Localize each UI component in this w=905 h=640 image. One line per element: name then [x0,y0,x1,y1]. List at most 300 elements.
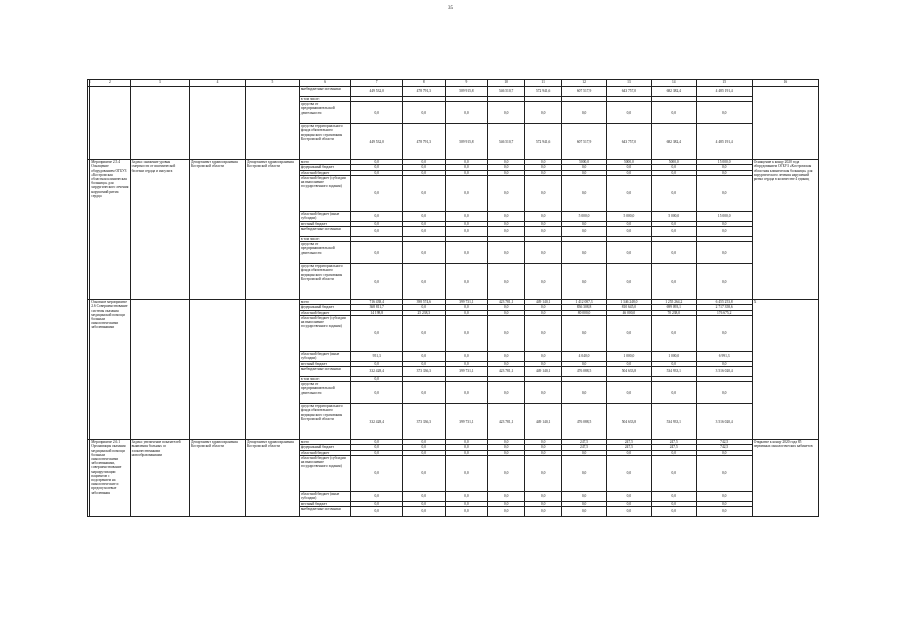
funding-source-cell: внебюджетные источники [299,87,351,97]
value-cell: 478 791,3 [402,87,445,97]
value-cell: 0,0 [651,102,696,124]
value-cell: 1 346 248,0 [606,300,651,305]
funding-source-cell: областной бюджет [299,310,351,315]
measure-name-cell [90,87,130,160]
value-cell: 0,0 [445,450,488,455]
value-cell: 0,0 [562,491,607,501]
task-cell [130,87,189,160]
customer-cell: Департамент здравоохранения Костромской области [190,440,246,517]
value-cell: 0,0 [696,227,752,237]
value-cell: 0,0 [525,361,562,366]
value-cell: 478 791,3 [402,124,445,160]
value-cell: 449 532,0 [351,87,403,97]
value-cell: 0,0 [606,315,651,351]
header-cell: 16 [752,80,818,87]
value-cell: 0,0 [696,507,752,517]
value-cell: 0,0 [402,450,445,455]
value-cell: 0,0 [402,102,445,124]
value-cell: 0,0 [525,450,562,455]
value-cell: 0,0 [351,264,403,300]
value-cell: 0,0 [402,361,445,366]
value-cell: 0,0 [696,165,752,170]
value-cell: 0,0 [651,264,696,300]
value-cell: 534 933,1 [651,404,696,440]
task-cell: Задача: увеличение показателей выявления больных со злокачественными новообразованиями [130,440,189,517]
value-cell: 0,0 [525,351,562,361]
value-cell: 0,0 [651,170,696,175]
value-cell: 0,0 [402,455,445,491]
value-cell: 0,0 [488,310,525,315]
funding-source-cell: местный бюджет [299,221,351,226]
value-cell: 0,0 [651,242,696,264]
value-cell: 0,0 [696,242,752,264]
value-cell: 368 811,7 [351,305,403,310]
value-cell: 0,0 [445,440,488,445]
value-cell: 0,0 [651,221,696,226]
value-cell: 5 000,0 [651,211,696,221]
value-cell: 0,0 [488,315,525,351]
value-cell: 0,0 [445,501,488,506]
value-cell: 0,0 [402,351,445,361]
value-cell: 0,0 [445,361,488,366]
value-cell: 0,0 [651,455,696,491]
value-cell: 15 000,0 [696,160,752,165]
value-cell: 2 717 358,6 [696,305,752,310]
value-cell: 0,0 [562,264,607,300]
value-cell: 46 000,0 [606,310,651,315]
value-cell: 0,0 [351,102,403,124]
value-cell: 449 532,0 [351,124,403,160]
task-cell [130,300,189,440]
funding-source-cell: средства территориального фонда обязательного медицинского страхования Костромской области [299,124,351,160]
value-cell: 0,0 [606,165,651,170]
value-cell: 0,0 [651,361,696,366]
value-cell: 0,0 [445,175,488,211]
value-cell: 0,0 [351,507,403,517]
value-cell: 0,0 [525,102,562,124]
funding-source-cell: в том числе: [299,377,351,382]
value-cell: 0,0 [402,315,445,351]
value-cell: 682 382,4 [651,87,696,97]
value-cell: 0,0 [402,165,445,170]
value-cell: 0,0 [351,501,403,506]
value-cell: 0,0 [606,264,651,300]
value-cell: 0,0 [525,491,562,501]
value-cell: 0,0 [488,305,525,310]
funding-source-cell: областной бюджет (субсидии на выполнение государственного задания) [299,175,351,211]
value-cell: 0,0 [525,160,562,165]
value-cell: 4 485 191,4 [696,87,752,97]
result-cell: Х [752,300,818,440]
value-cell: 5 000,0 [606,211,651,221]
value-cell: 247,5 [651,445,696,450]
value-cell: 0,0 [445,507,488,517]
header-cell: 5 [246,80,300,87]
value-cell: 1 000,0 [606,351,651,361]
value-cell: 0,0 [402,382,445,404]
value-cell: 546 510,7 [488,124,525,160]
funding-source-cell: всего [299,160,351,165]
value-cell: 0,0 [606,450,651,455]
value-cell: 0,0 [351,315,403,351]
value-cell: 4 485 191,4 [696,124,752,160]
result-cell: Оснащение к концу 2020 года оборудованием ОГБУЗ «Костромская областная клиническая больница» для хирургического лечения нарушений ритма сердца в количестве 4 единиц [752,160,818,300]
value-cell: 0,0 [402,175,445,211]
value-cell: 332 428,4 [351,404,403,440]
value-cell: 0,0 [696,102,752,124]
value-cell: 0,0 [402,440,445,445]
value-cell: 423 781,1 [488,404,525,440]
value-cell: 0,0 [562,170,607,175]
value-cell: 534 933,1 [651,367,696,377]
value-cell: 449 140,1 [525,367,562,377]
value-cell: 0,0 [351,242,403,264]
value-cell: 0,0 [351,450,403,455]
funding-source-cell: средства от предпринимательской деятельности [299,102,351,124]
value-cell: 0,0 [606,501,651,506]
value-cell: 0,0 [525,310,562,315]
value-cell: 0,0 [351,160,403,165]
header-cell: 10 [488,80,525,87]
value-cell: 0,0 [606,491,651,501]
value-cell: 398 574,6 [402,300,445,305]
value-cell: 0,0 [351,227,403,237]
value-cell: 699 093,1 [651,305,696,310]
value-cell: 0,0 [488,160,525,165]
value-cell: 951,3 [351,351,403,361]
value-cell: 5000,0 [562,160,607,165]
value-cell: 836 308,8 [562,305,607,310]
header-cell: 9 [445,80,488,87]
header-cell: 8 [402,80,445,87]
value-cell: 572 941,6 [525,124,562,160]
value-cell: 373 336,3 [402,367,445,377]
value-cell: 0,0 [525,445,562,450]
value-cell: 0,0 [651,491,696,501]
value-cell: 0,0 [402,501,445,506]
value-cell: 0,0 [445,351,488,361]
value-cell: 373 336,3 [402,404,445,440]
funding-source-cell: областной бюджет [299,170,351,175]
value-cell: 1 000,0 [651,351,696,361]
value-cell: 0,0 [651,507,696,517]
value-cell: 0,0 [562,242,607,264]
value-cell: 399 731,1 [445,300,488,305]
funding-source-cell: местный бюджет [299,501,351,506]
value-cell: 5000,0 [606,160,651,165]
value-cell: 0,0 [488,227,525,237]
value-cell: 0,0 [696,501,752,506]
value-cell: 0,0 [562,361,607,366]
responsible-cell: Департамент здравоохранения Костромской области [246,440,300,517]
table-row [88,87,819,97]
header-cell: 12 [562,80,607,87]
value-cell: 0,0 [351,382,403,404]
funding-source-cell: внебюджетные источники [299,507,351,517]
responsible-cell [246,87,300,160]
value-cell: 0,0 [402,507,445,517]
measure-name-cell: Мероприятие 2.5.4 Оснащение оборудованием ОГБУЗ «Костромская областная клиническая больница» для хирургического лечения нарушений ритма сердца [90,160,130,300]
value-cell: 449 140,1 [525,404,562,440]
value-cell: 0,0 [562,450,607,455]
value-cell: 3 516 020,4 [696,367,752,377]
value-cell: 0,0 [525,264,562,300]
value-cell: 0,0 [562,455,607,491]
value-cell: 5 000,0 [562,211,607,221]
value-cell: 0,0 [562,507,607,517]
value-cell: 0,0 [445,242,488,264]
value-cell: 0,0 [525,170,562,175]
header-cell: 11 [525,80,562,87]
value-cell: 0,0 [488,361,525,366]
value-cell: 607 517,9 [562,124,607,160]
value-cell: 0,0 [696,264,752,300]
value-cell: 0,0 [525,440,562,445]
value-cell: 476 088,5 [562,367,607,377]
value-cell: 247,5 [606,440,651,445]
value-cell: 4 040,0 [562,351,607,361]
customer-cell [190,300,246,440]
value-cell: 0,0 [562,227,607,237]
value-cell: 0,0 [606,175,651,211]
value-cell: 0,0 [606,455,651,491]
value-cell: 449 140,1 [525,300,562,305]
value-cell: 742,5 [696,440,752,445]
value-cell: 80 000,0 [562,310,607,315]
funding-source-cell: местный бюджет [299,361,351,366]
value-cell: 0,0 [445,491,488,501]
value-cell: 0,0 [606,221,651,226]
value-cell: 0,0 [562,221,607,226]
value-cell: 0,0 [525,382,562,404]
value-cell: 0,0 [525,175,562,211]
value-cell: 0,0 [562,382,607,404]
value-cell: 15 000,0 [696,211,752,221]
value-cell: 14 198,8 [351,310,403,315]
funding-source-cell: всего [299,300,351,305]
value-cell: 810 645,0 [606,305,651,310]
value-cell: 643 757,0 [606,87,651,97]
value-cell: 0,0 [696,175,752,211]
value-cell: 0,0 [402,170,445,175]
header-cell: 2 [90,80,130,87]
funding-source-cell: средства территориального фонда обязательного медицинского страхования Костромской области [299,264,351,300]
value-cell: 0,0 [488,175,525,211]
funding-source-cell: средства территориального фонда обязательного медицинского страхования Костромской области [299,404,351,440]
funding-source-cell: областной бюджет [299,450,351,455]
value-cell: 6 455 253,8 [696,300,752,305]
value-cell: 0,0 [606,242,651,264]
value-cell: 0,0 [351,440,403,445]
value-cell: 3 516 020,4 [696,404,752,440]
header-row [88,80,819,87]
value-cell: 742,5 [696,445,752,450]
value-cell: 607 517,9 [562,87,607,97]
value-cell: 0,0 [351,211,403,221]
value-cell: 0,0 [488,491,525,501]
value-cell: 509 915,8 [445,87,488,97]
value-cell: 0,0 [445,382,488,404]
value-cell: 0,0 [525,315,562,351]
value-cell: 716 438,4 [351,300,403,305]
value-cell: 0,0 [606,170,651,175]
value-cell: 0,0 [402,305,445,310]
value-cell: 176 675,2 [696,310,752,315]
value-cell: 423 781,1 [488,300,525,305]
value-cell: 0,0 [696,491,752,501]
header-cell: 1 [88,80,90,87]
funding-source-cell: в том числе: [299,237,351,242]
value-cell: 0,0 [351,175,403,211]
value-cell: 0,0 [488,211,525,221]
measure-name-cell: Мероприятие 2.6.1 Организация оказания медицинской помощи больным онкологическими заболеваниями, совершенствование маршрутизации пациентов с подозрением на онкологические и предопухолевые заболевания [90,440,130,517]
value-cell: 247,5 [606,445,651,450]
value-cell: 0,0 [525,165,562,170]
result-cell: Открытие к концу 2020 года 85 первичных онкологических кабинетов [752,440,818,517]
value-cell: 0,0 [488,165,525,170]
value-cell: 5000,0 [651,160,696,165]
value-cell: 0,0 [696,221,752,226]
value-cell: 0,0 [651,501,696,506]
value-cell: 572 941,6 [525,87,562,97]
result-cell [752,87,818,160]
value-cell: 476 088,5 [562,404,607,440]
value-cell: 0,0 [488,170,525,175]
value-cell: 0,0 [651,227,696,237]
funding-source-cell: федеральный бюджет [299,165,351,170]
value-cell: 0,0 [562,315,607,351]
value-cell: 0,0 [351,377,403,382]
value-cell: 0,0 [402,242,445,264]
value-cell: 0,0 [351,491,403,501]
value-cell: 0,0 [696,361,752,366]
value-cell: 682 382,4 [651,124,696,160]
funding-source-cell: внебюджетные источники [299,367,351,377]
value-cell: 0,0 [696,455,752,491]
value-cell: 0,0 [525,221,562,226]
value-cell: 0,0 [696,450,752,455]
value-cell: 0,0 [351,445,403,450]
value-cell: 0,0 [525,501,562,506]
value-cell: 0,0 [696,382,752,404]
value-cell: 0,0 [445,264,488,300]
value-cell: 0,0 [488,264,525,300]
value-cell: 0,0 [525,211,562,221]
value-cell: 0,0 [525,242,562,264]
measure-name-cell: Основное мероприятие 2.6 Совершенствование системы оказания медицинской помощи больным онкологическими заболеваниями [90,300,130,440]
header-cell: 3 [130,80,189,87]
value-cell: 0,0 [351,455,403,491]
funding-source-cell: областной бюджет (иные субсидии) [299,491,351,501]
value-cell: 0,0 [445,170,488,175]
value-cell: 0,0 [562,165,607,170]
value-cell: 247,5 [562,445,607,450]
value-cell: 247,5 [651,440,696,445]
value-cell: 0,0 [445,445,488,450]
value-cell: 0,0 [651,165,696,170]
value-cell: 0,0 [606,102,651,124]
value-cell: 0,0 [488,351,525,361]
value-cell: 0,0 [445,165,488,170]
value-cell: 0,0 [525,227,562,237]
page-number: 35 [448,6,453,11]
funding-source-cell: в том числе: [299,97,351,102]
funding-source-cell: средства от предпринимательской деятельности [299,382,351,404]
header-cell: 15 [696,80,752,87]
responsible-cell [246,300,300,440]
funding-source-cell: внебюджетные источники [299,227,351,237]
funding-source-cell: средства от предпринимательской деятельности [299,242,351,264]
value-cell: 0,0 [488,440,525,445]
value-cell: 0,0 [651,382,696,404]
value-cell: 0,0 [606,227,651,237]
value-cell: 70 238,0 [651,310,696,315]
value-cell: 0,0 [402,445,445,450]
value-cell: 0,0 [402,264,445,300]
value-cell: 0,0 [351,170,403,175]
value-cell: 0,0 [488,242,525,264]
value-cell: 399 731,1 [445,404,488,440]
value-cell: 0,0 [562,102,607,124]
value-cell: 247,5 [562,440,607,445]
value-cell: 0,0 [488,501,525,506]
value-cell: 0,0 [651,175,696,211]
value-cell: 399 731,1 [445,367,488,377]
value-cell: 0,0 [402,211,445,221]
value-cell: 0,0 [606,382,651,404]
header-cell: 6 [299,80,351,87]
funding-source-cell: всего [299,440,351,445]
value-cell: 0,0 [488,102,525,124]
value-cell: 0,0 [525,305,562,310]
funding-source-cell: областной бюджет (субсидии на выполнение государственного задания) [299,455,351,491]
funding-source-cell: областной бюджет (иные субсидии) [299,351,351,361]
value-cell: 1 412 087,3 [562,300,607,305]
value-cell: 504 633,8 [606,404,651,440]
value-cell: 546 510,7 [488,87,525,97]
funding-source-cell: федеральный бюджет [299,445,351,450]
header-cell: 4 [190,80,246,87]
value-cell: 0,0 [445,160,488,165]
value-cell: 25 238,3 [402,310,445,315]
funding-source-cell: областной бюджет (иные субсидии) [299,211,351,221]
value-cell: 0,0 [351,165,403,170]
value-cell: 0,0 [351,361,403,366]
value-cell: 0,0 [651,315,696,351]
value-cell: 0,0 [525,507,562,517]
responsible-cell: Департамент здравоохранения Костромской области [246,160,300,300]
value-cell: 0,0 [445,315,488,351]
value-cell: 509 915,8 [445,124,488,160]
value-cell: 423 781,1 [488,367,525,377]
value-cell: 0,0 [562,175,607,211]
budget-table [87,79,819,517]
value-cell: 332 428,4 [351,367,403,377]
value-cell: 0,0 [606,507,651,517]
value-cell: 0,0 [402,491,445,501]
value-cell: 0,0 [525,455,562,491]
customer-cell [190,87,246,160]
value-cell: 0,0 [488,455,525,491]
value-cell: 0,0 [445,102,488,124]
value-cell: 1 255 264,2 [651,300,696,305]
value-cell: 0,0 [445,305,488,310]
value-cell: 0,0 [351,221,403,226]
value-cell: 0,0 [488,445,525,450]
value-cell: 0,0 [488,382,525,404]
funding-source-cell: областной бюджет (субсидии на выполнение государственного задания) [299,315,351,351]
value-cell: 0,0 [606,361,651,366]
